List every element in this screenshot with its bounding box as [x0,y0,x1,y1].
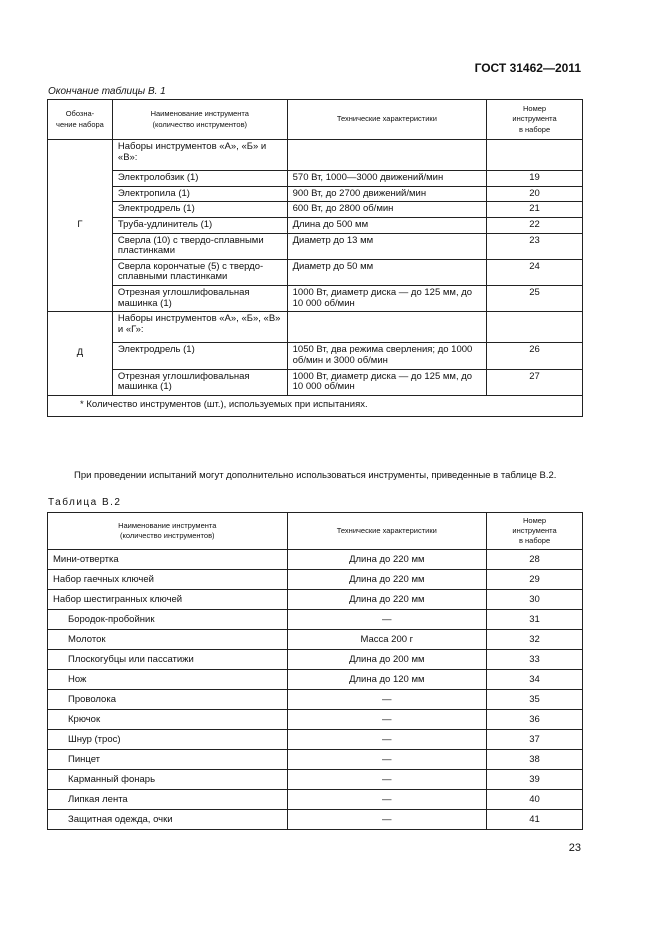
table2-caption: Таблица В.2 [48,497,122,508]
col-header-number: Номер инструмента в наборе [487,513,583,550]
col-header-number: Номер инструмента в наборе [487,100,583,140]
table-row: Электропила (1) 900 Вт, до 2700 движений/мин 20 [48,186,583,202]
col-header-name: Наименование инструмента (количество инструментов) [112,100,287,140]
table-b1-end [47,99,583,417]
table-row: Пинцет — 38 [48,750,583,770]
set-label-d: Д [48,312,113,396]
table-row: Защитная одежда, очки — 41 [48,810,583,830]
table-row: Крючок — 36 [48,710,583,730]
set-label-g: Г [48,140,113,312]
table-row: Проволока — 35 [48,690,583,710]
group-title-d: Наборы инструментов «А», «Б», «В» и «Г»: [112,312,287,343]
col-header-set: Обозна- чение набора [48,100,113,140]
group-title-g: Наборы инструментов «А», «Б» и «В»: [112,140,287,171]
body-paragraph: При проведении испытаний могут дополнительно использоваться инструменты, приведенные в таблице В.2. [74,470,557,481]
table-row: Труба-удлинитель (1) Длина до 500 мм 22 [48,217,583,233]
col-header-specs: Технические характеристики [287,100,487,140]
table-row: Нож Длина до 120 мм 34 [48,670,583,690]
col-header-specs: Технические характеристики [287,513,487,550]
table-row: Электродрель (1) 1050 Вт, два режима сверления; до 1000 об/мин и 3000 об/мин 26 [48,343,583,369]
table-row: Плоскогубцы или пассатижи Длина до 200 мм 33 [48,650,583,670]
table-row: Сверла (10) с твердо-сплавными пластинками Диаметр до 13 мм 23 [48,233,583,259]
table-row: Липкая лента — 40 [48,790,583,810]
table-row: Сверла корончатые (5) с твердо-сплавными пластинками Диаметр до 50 мм 24 [48,259,583,285]
table-row: Мини-отвертка Длина до 220 мм 28 [48,550,583,570]
table-row: Карманный фонарь — 39 [48,770,583,790]
table1-caption: Окончание таблицы В. 1 [48,86,166,97]
table-row: Электролобзик (1) 570 Вт, 1000—3000 движений/мин 19 [48,171,583,187]
table-row: Отрезная углошлифовальная машинка (1) 1000 Вт, диаметр диска — до 125 мм, до 10 000 об/мин 27 [48,369,583,395]
table-row: Набор шестигранных ключей Длина до 220 мм 30 [48,590,583,610]
page-number: 23 [568,842,581,854]
col-header-name: Наименование инструмента (количество инструментов) [48,513,288,550]
table-row: Бородок-пробойник — 31 [48,610,583,630]
table-row: Электродрель (1) 600 Вт, до 2800 об/мин 21 [48,202,583,218]
document-id: ГОСТ 31462—2011 [474,61,581,75]
table-row: Молоток Масса 200 г 32 [48,630,583,650]
table-b2 [47,512,583,830]
table-row: Шнур (трос) — 37 [48,730,583,750]
table-row: Отрезная углошлифовальная машинка (1) 1000 Вт, диаметр диска — до 125 мм, до 10 000 об/мин 25 [48,286,583,312]
table1-footnote: * Количество инструментов (шт.), используемых при испытаниях. [48,395,583,417]
table-row: Набор гаечных ключей Длина до 220 мм 29 [48,570,583,590]
